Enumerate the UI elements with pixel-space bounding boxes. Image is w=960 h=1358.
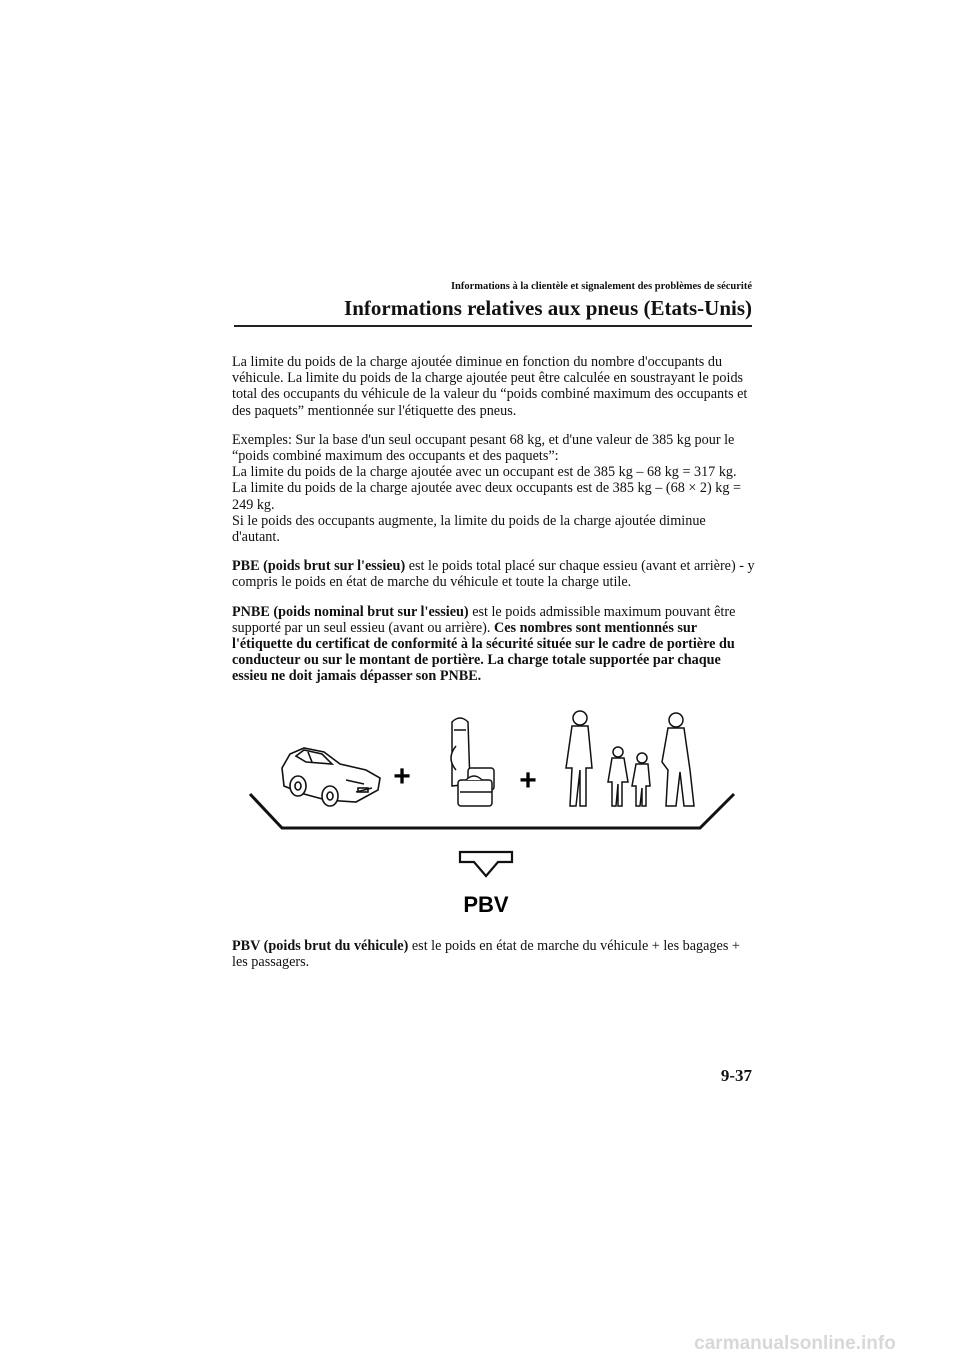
section-title: Informations relatives aux pneus (Etats-Unis) (344, 296, 752, 320)
running-header: Informations à la clientèle et signalement des problèmes de sécurité (450, 281, 752, 292)
pnbe-definition: est le poids admissible maximum pouvant être supporté par un seul essieu (avant ou arrière). (232, 603, 736, 636)
paragraph-load-limit: La limite du poids de la charge ajoutée diminue en fonction du nombre d'occupants du véhicule. La limite du poids de la charge ajoutée peut être calculée en soustrayant le poids total des occupants du véhicule de la valeur du “poids combiné maximum des occupants et des paquets” mentionnée sur l'étiquette des pneus. (232, 354, 748, 419)
pbv-definition: est le poids en état de marche du véhicule + les bagages + les passagers. (232, 938, 740, 971)
pbv-illustration (246, 710, 742, 920)
paragraph-examples (232, 432, 756, 545)
body-text (232, 354, 756, 698)
pbe-definition: est le poids total placé sur chaque essieu (avant et arrière) - y compris le poids en état de marche du véhicule et toute la charge utile. (232, 558, 755, 591)
luggage-icon (451, 718, 494, 806)
body-text-bottom (232, 938, 756, 983)
example-intro: Exemples: Sur la base d'un seul occupant pesant 68 kg, et d'une valeur de 385 kg pour le “poids combiné maximum des occupants et des paquets”: (232, 431, 735, 465)
paragraph-pnbe (232, 604, 756, 685)
plus-sign: + (393, 760, 411, 793)
down-arrow-icon (460, 852, 512, 876)
paragraph-pbe (232, 558, 756, 590)
pnbe-warning: Ces nombres sont mentionnés sur l'étiquette du certificat de conformité à la sécurité située sur le cadre de portière du conducteur ou sur le montant de portière. La charge totale supportée par chaque essieu ne doit jamais dépasser son PNBE. (232, 619, 735, 685)
example-conclusion: Si le poids des occupants augmente, la limite du poids de la charge ajoutée diminue d'autant. (232, 512, 706, 546)
pbv-term: PBV (poids brut du véhicule) (232, 938, 409, 954)
watermark: carmanualsonline.info (694, 1333, 896, 1354)
car-icon (282, 748, 380, 806)
page-number: 9-37 (720, 1066, 752, 1085)
pbe-term: PBE (poids brut sur l'essieu) (232, 558, 406, 575)
pnbe-term: PNBE (poids nominal brut sur l'essieu) (232, 603, 469, 620)
example-one-occupant: La limite du poids de la charge ajoutée avec un occupant est de 385 kg – 68 kg = 317 kg. (232, 464, 737, 481)
pbv-label: PBV (463, 892, 509, 917)
paragraph-pbv (232, 938, 756, 970)
example-two-occupants: La limite du poids de la charge ajoutée avec deux occupants est de 385 kg – (68 × 2) kg = 249 kg. (232, 480, 741, 513)
plus-sign: + (519, 764, 537, 797)
header-divider (234, 325, 752, 327)
family-icon (566, 711, 694, 806)
